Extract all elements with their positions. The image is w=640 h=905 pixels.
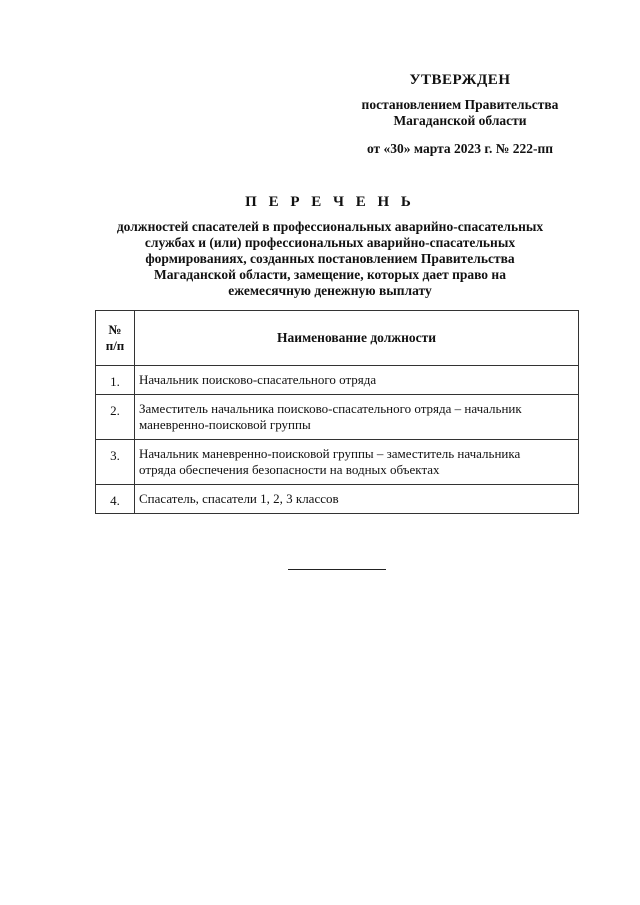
row-number: 4. [96,485,135,514]
document-subtitle-line: формированиях, созданных постановлением Правительства [145,251,515,266]
column-header-position: Наименование должности [135,311,579,366]
table-row [96,395,579,440]
row-number: 1. [96,366,135,395]
row-position-line: Спасатель, спасатели 1, 2, 3 классов [139,491,339,506]
row-position-name [135,440,579,485]
approval-line: Магаданской области [393,113,527,128]
column-header-number-line: № [108,322,122,337]
approved-label: УТВЕРЖДЕН [409,72,511,88]
row-position-line: Начальник поисково-спасательного отряда [139,372,377,387]
positions-table [95,310,579,514]
row-position-line: отряда обеспечения безопасности на водных объектах [139,462,440,477]
table-row [96,366,579,395]
approval-date: от «30» марта 2023 г. № 222-пп [366,141,554,156]
document-subtitle-line: ежемесячную денежную выплату [228,283,432,298]
table-header-row [96,311,579,366]
row-position-name [135,395,579,440]
row-position-line: Начальник маневренно-поисковой группы – заместитель начальника [139,446,521,461]
row-position-name [135,485,579,514]
column-header-number [96,311,135,366]
row-number: 3. [96,440,135,485]
document-title: П Е Р Е Ч Е Н Ь [245,194,415,210]
approval-line: постановлением Правительства [361,97,559,112]
document-heading [80,194,580,299]
approval-block [330,72,590,157]
document-subtitle-line: Магаданской области, замещение, которых дает право на [154,267,506,282]
table-row [96,440,579,485]
row-position-line: маневренно-поисковой группы [139,417,311,432]
column-header-number-line: п/п [105,338,125,353]
table-row [96,485,579,514]
row-position-name [135,366,579,395]
closing-rule [288,569,386,570]
row-position-line: Заместитель начальника поисково-спасательного отряда – начальник [139,401,522,416]
row-number: 2. [96,395,135,440]
document-subtitle-line: службах и (или) профессиональных аварийно-спасательных [144,235,516,250]
document-subtitle-line: должностей спасателей в профессиональных аварийно-спасательных [116,219,544,234]
